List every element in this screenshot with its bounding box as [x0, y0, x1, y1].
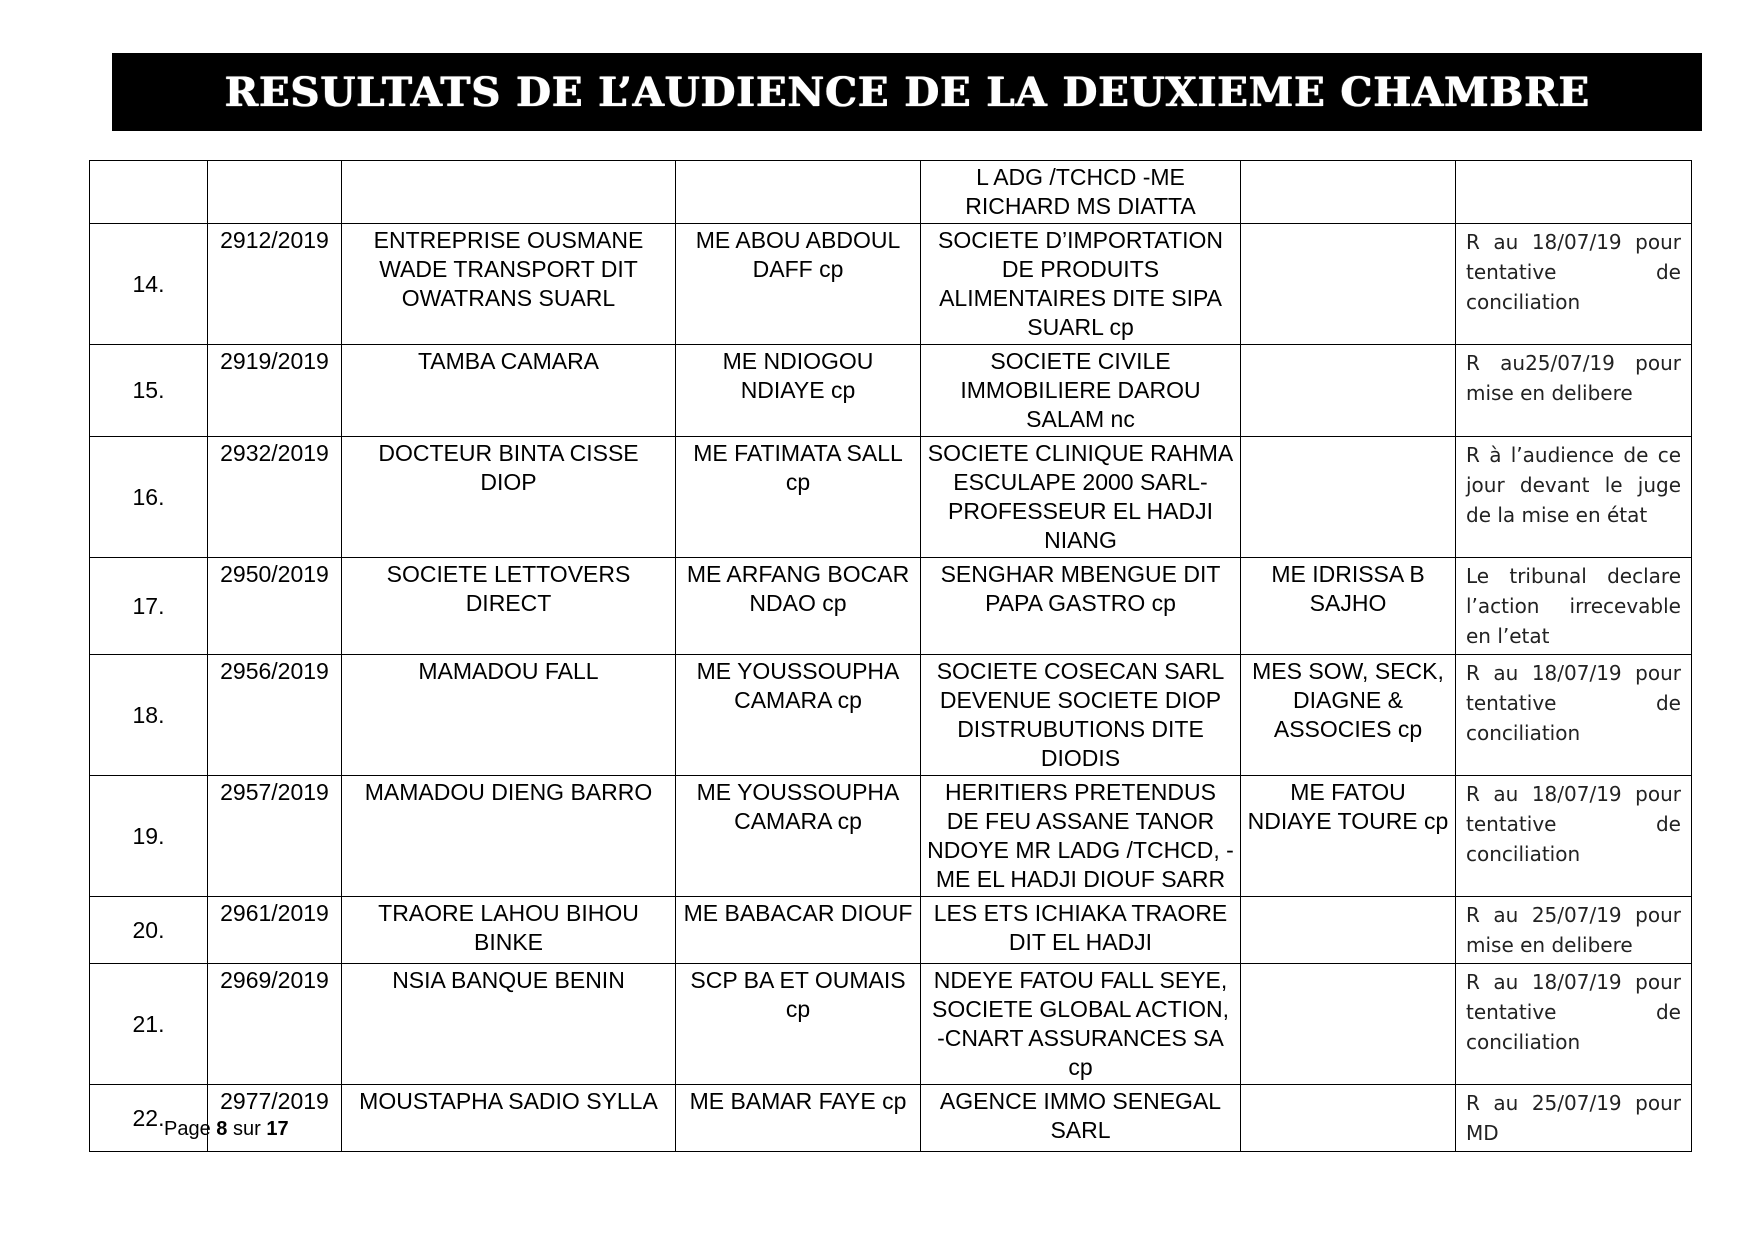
plaintiff: ENTREPRISE OUSMANE WADE TRANSPORT DIT OWATRANS SUARL	[342, 224, 676, 345]
hearing-result: Le tribunal declare l’action irrecevable en l’etat	[1456, 558, 1692, 655]
row-number: 20.	[90, 897, 208, 964]
row-number: 15.	[90, 345, 208, 437]
table-row	[90, 345, 1692, 437]
case-number: 2957/2019	[208, 776, 342, 897]
hearing-result: R au 18/07/19 pour tentative de conciliation	[1456, 964, 1692, 1085]
table-row	[90, 964, 1692, 1085]
table-row	[90, 437, 1692, 558]
hearing-result: R au25/07/19 pour mise en delibere	[1456, 345, 1692, 437]
plaintiff: DOCTEUR BINTA CISSE DIOP	[342, 437, 676, 558]
results-table	[89, 160, 1692, 1152]
case-number: 2912/2019	[208, 224, 342, 345]
plaintiff	[342, 161, 676, 224]
row-number: 19.	[90, 776, 208, 897]
page-number: 8	[216, 1118, 228, 1140]
hearing-result: R au 18/07/19 pour tentative de conciliation	[1456, 224, 1692, 345]
row-number: 16.	[90, 437, 208, 558]
case-number: 2950/2019	[208, 558, 342, 655]
defendant: LES ETS ICHIAKA TRAORE DIT EL HADJI	[921, 897, 1241, 964]
row-number: 14.	[90, 224, 208, 345]
plaintiff: MAMADOU FALL	[342, 655, 676, 776]
page-total: 17	[266, 1118, 289, 1140]
defendant-lawyer	[1241, 437, 1456, 558]
case-number: 2969/2019	[208, 964, 342, 1085]
defendant-lawyer	[1241, 897, 1456, 964]
case-number: 2919/2019	[208, 345, 342, 437]
plaintiff: MAMADOU DIENG BARRO	[342, 776, 676, 897]
defendant: AGENCE IMMO SENEGAL SARL	[921, 1085, 1241, 1152]
hearing-result: R au 25/07/19 pour MD	[1456, 1085, 1692, 1152]
case-number: 2932/2019	[208, 437, 342, 558]
plaintiff: NSIA BANQUE BENIN	[342, 964, 676, 1085]
hearing-result: R à l’audience de ce jour devant le juge de la mise en état	[1456, 437, 1692, 558]
case-number: 2961/2019	[208, 897, 342, 964]
table-row	[90, 224, 1692, 345]
defendant: SOCIETE CIVILE IMMOBILIERE DAROU SALAM nc	[921, 345, 1241, 437]
plaintiff-lawyer: SCP BA ET OUMAIS cp	[676, 964, 921, 1085]
plaintiff-lawyer: ME BAMAR FAYE cp	[676, 1085, 921, 1152]
table-row	[90, 897, 1692, 964]
plaintiff: TAMBA CAMARA	[342, 345, 676, 437]
table-row	[90, 558, 1692, 655]
plaintiff-lawyer: ME YOUSSOUPHA CAMARA cp	[676, 655, 921, 776]
case-number	[208, 161, 342, 224]
hearing-result	[1456, 161, 1692, 224]
defendant: SENGHAR MBENGUE DIT PAPA GASTRO cp	[921, 558, 1241, 655]
plaintiff: TRAORE LAHOU BIHOU BINKE	[342, 897, 676, 964]
plaintiff-lawyer	[676, 161, 921, 224]
defendant-lawyer	[1241, 224, 1456, 345]
defendant-lawyer	[1241, 1085, 1456, 1152]
case-number: 2956/2019	[208, 655, 342, 776]
defendant: HERITIERS PRETENDUS DE FEU ASSANE TANOR NDOYE MR LADG /TCHCD, -ME EL HADJI DIOUF SARR	[921, 776, 1241, 897]
case-number: 2977/2019	[208, 1085, 342, 1152]
defendant-lawyer	[1241, 345, 1456, 437]
plaintiff-lawyer: ME ABOU ABDOUL DAFF cp	[676, 224, 921, 345]
table-row	[90, 1085, 1692, 1152]
table-row	[90, 655, 1692, 776]
defendant: NDEYE FATOU FALL SEYE, SOCIETE GLOBAL ACTION, -CNART ASSURANCES SA cp	[921, 964, 1241, 1085]
hearing-result: R au 18/07/19 pour tentative de conciliation	[1456, 776, 1692, 897]
row-number: 21.	[90, 964, 208, 1085]
plaintiff: SOCIETE LETTOVERS DIRECT	[342, 558, 676, 655]
hearing-result: R au 25/07/19 pour mise en delibere	[1456, 897, 1692, 964]
plaintiff-lawyer: ME FATIMATA SALL cp	[676, 437, 921, 558]
page-label: Page	[164, 1118, 211, 1140]
plaintiff-lawyer: ME YOUSSOUPHA CAMARA cp	[676, 776, 921, 897]
table-row	[90, 161, 1692, 224]
page-title: RESULTATS DE L’AUDIENCE DE LA DEUXIEME CHAMBRE	[224, 68, 1590, 116]
defendant: L ADG /TCHCD -ME RICHARD MS DIATTA	[921, 161, 1241, 224]
defendant-lawyer	[1241, 964, 1456, 1085]
plaintiff: MOUSTAPHA SADIO SYLLA	[342, 1085, 676, 1152]
plaintiff-lawyer: ME ARFANG BOCAR NDAO cp	[676, 558, 921, 655]
plaintiff-lawyer: ME NDIOGOU NDIAYE cp	[676, 345, 921, 437]
row-number: 18.	[90, 655, 208, 776]
defendant: SOCIETE CLINIQUE RAHMA ESCULAPE 2000 SARL-PROFESSEUR EL HADJI NIANG	[921, 437, 1241, 558]
defendant-lawyer: MES SOW, SECK, DIAGNE & ASSOCIES cp	[1241, 655, 1456, 776]
row-number: 17.	[90, 558, 208, 655]
hearing-result: R au 18/07/19 pour tentative de conciliation	[1456, 655, 1692, 776]
plaintiff-lawyer: ME BABACAR DIOUF	[676, 897, 921, 964]
row-number	[90, 161, 208, 224]
defendant: SOCIETE D’IMPORTATION DE PRODUITS ALIMENTAIRES DITE SIPA SUARL cp	[921, 224, 1241, 345]
row-number: 22.	[90, 1085, 208, 1152]
defendant-lawyer	[1241, 161, 1456, 224]
table-row	[90, 776, 1692, 897]
defendant: SOCIETE COSECAN SARL DEVENUE SOCIETE DIOP DISTRUBUTIONS DITE DIODIS	[921, 655, 1241, 776]
title-banner	[112, 53, 1702, 131]
page-footer	[164, 1118, 289, 1141]
defendant-lawyer: ME IDRISSA B SAJHO	[1241, 558, 1456, 655]
defendant-lawyer: ME FATOU NDIAYE TOURE cp	[1241, 776, 1456, 897]
page-sur-label: sur	[232, 1118, 261, 1140]
